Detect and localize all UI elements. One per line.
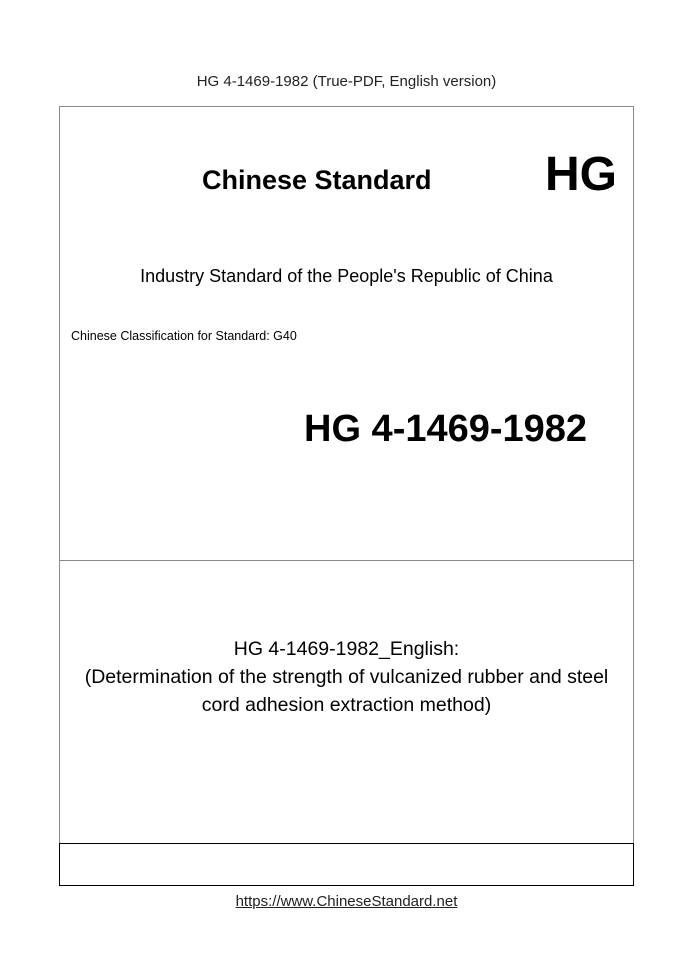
cover-footer-box bbox=[59, 843, 634, 886]
document-title-line-3: cord adhesion extraction method) bbox=[201, 694, 492, 716]
industry-standard-line: Industry Standard of the People's Republic of China bbox=[140, 266, 553, 286]
chinese-standard-heading: Chinese Standard bbox=[202, 165, 432, 195]
document-title bbox=[60, 635, 633, 719]
cover-top-section bbox=[60, 107, 633, 561]
page-header-title: HG 4-1469-1982 (True-PDF, English version) bbox=[196, 73, 497, 90]
cover-frame bbox=[59, 106, 634, 886]
document-title-line-1: HG 4-1469-1982_English: bbox=[233, 638, 460, 660]
website-link[interactable]: https://www.ChineseStandard.net bbox=[235, 893, 458, 910]
cover-title-section bbox=[60, 561, 633, 844]
hg-mark: HG bbox=[545, 148, 617, 201]
document-title-line-2: (Determination of the strength of vulcanized rubber and steel bbox=[84, 666, 609, 688]
classification-label: Chinese Classification for Standard: G40 bbox=[71, 329, 297, 343]
standard-number: HG 4-1469-1982 bbox=[304, 408, 588, 450]
